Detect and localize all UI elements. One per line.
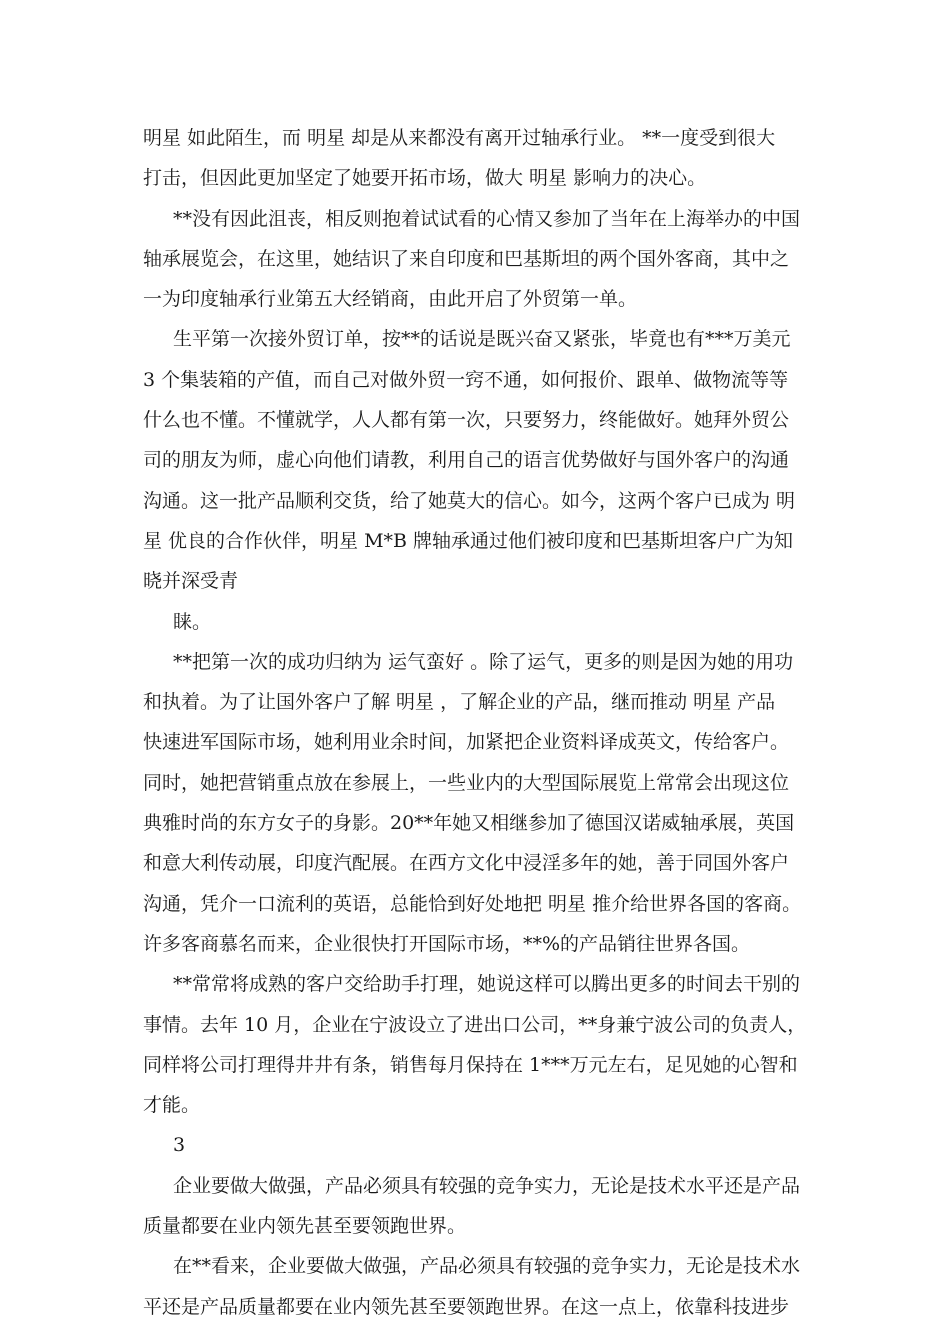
text-line: 企业要做大做强，产品必须具有较强的竞争实力，无论是技术水平还是产品 bbox=[173, 1174, 801, 1197]
text-line: 沟通。这一批产品顺利交货，给了她莫大的信心。如今，这两个客户已成为 明 bbox=[143, 489, 796, 512]
text-line: 快速进军国际市场，她利用业余时间，加紧把企业资料译成英文，传给客户。 bbox=[143, 731, 790, 754]
body-text bbox=[143, 118, 811, 1327]
text-line: 3 个集装箱的产值，而自己对做外贸一窍不通，如何报价、跟单、做物流等等 bbox=[143, 368, 789, 391]
text-line: 3 bbox=[173, 1134, 186, 1157]
text-line: 明星 如此陌生，而 明星 却是从来都没有离开过轴承行业。 **一度受到很大 bbox=[143, 127, 776, 149]
text-line: 平还是产品质量都要在业内领先甚至要领跑世界。在这一点上，依靠科技进步 bbox=[143, 1295, 790, 1318]
text-line: 一为印度轴承行业第五大经销商，由此开启了外贸第一单。 bbox=[143, 288, 638, 311]
text-line: 晓并深受青 bbox=[143, 570, 239, 593]
text-line: 沟通，凭介一口流利的英语，总能恰到好处地把 明星 推介给世界各国的客商。 bbox=[143, 892, 802, 915]
text-line: 同样将公司打理得井井有条，销售每月保持在 1***万元左右，足见她的心智和 bbox=[143, 1053, 798, 1076]
text-line: 司的朋友为师，虚心向他们请教，利用自己的语言优势做好与国外客户的沟通 bbox=[143, 449, 790, 472]
text-line: 轴承展览会，在这里，她结识了来自印度和巴基斯坦的两个国外客商，其中之 bbox=[143, 247, 790, 270]
text-line: 和执着。为了让国外客户了解 明星 ，了解企业的产品，继而推动 明星 产品 bbox=[143, 691, 776, 714]
text-line: 打击，但因此更加坚定了她要开拓市场，做大 明星 影响力的决心。 bbox=[143, 167, 707, 190]
text-line: **常常将成熟的客户交给助手打理，她说这样可以腾出更多的时间去干别的 bbox=[173, 973, 801, 996]
text-line: **把第一次的成功归纳为 运气蛮好 。除了运气，更多的则是因为她的用功 bbox=[173, 650, 794, 673]
text-line: 生平第一次接外贸订单，按**的话说是既兴奋又紧张，毕竟也有***万美元 bbox=[173, 328, 791, 351]
text-line: 什么也不懂。不懂就学，人人都有第一次，只要努力，终能做好。她拜外贸公 bbox=[143, 409, 790, 432]
text-line: 许多客商慕名而来，企业很快打开国际市场，**%的产品销往世界各国。 bbox=[143, 932, 751, 955]
text-line: 和意大利传动展，印度汽配展。在西方文化中浸淫多年的她，善于同国外客户 bbox=[143, 852, 790, 875]
text-line: 才能。 bbox=[143, 1094, 201, 1117]
text-line: 典雅时尚的东方女子的身影。20**年她又相继参加了德国汉诺威轴承展，英国 bbox=[143, 812, 795, 835]
text-line: **没有因此沮丧，相反则抱着试试看的心情又参加了当年在上海举办的中国 bbox=[173, 207, 801, 230]
text-line: 星 优良的合作伙伴，明星 M*B 牌轴承通过他们被印度和巴基斯坦客户广为知 bbox=[143, 529, 794, 552]
text-line: 同时，她把营销重点放在参展上，一些业内的大型国际展览上常常会出现这位 bbox=[143, 771, 790, 794]
text-line: 在**看来，企业要做大做强，产品必须具有较强的竞争实力，无论是技术水 bbox=[173, 1255, 801, 1278]
text-line: 睐。 bbox=[173, 610, 212, 633]
text-line: 质量都要在业内领先甚至要领跑世界。 bbox=[143, 1215, 467, 1238]
text-line: 事情。去年 10 月，企业在宁波设立了进出口公司，**身兼宁波公司的负责人， bbox=[143, 1013, 807, 1036]
